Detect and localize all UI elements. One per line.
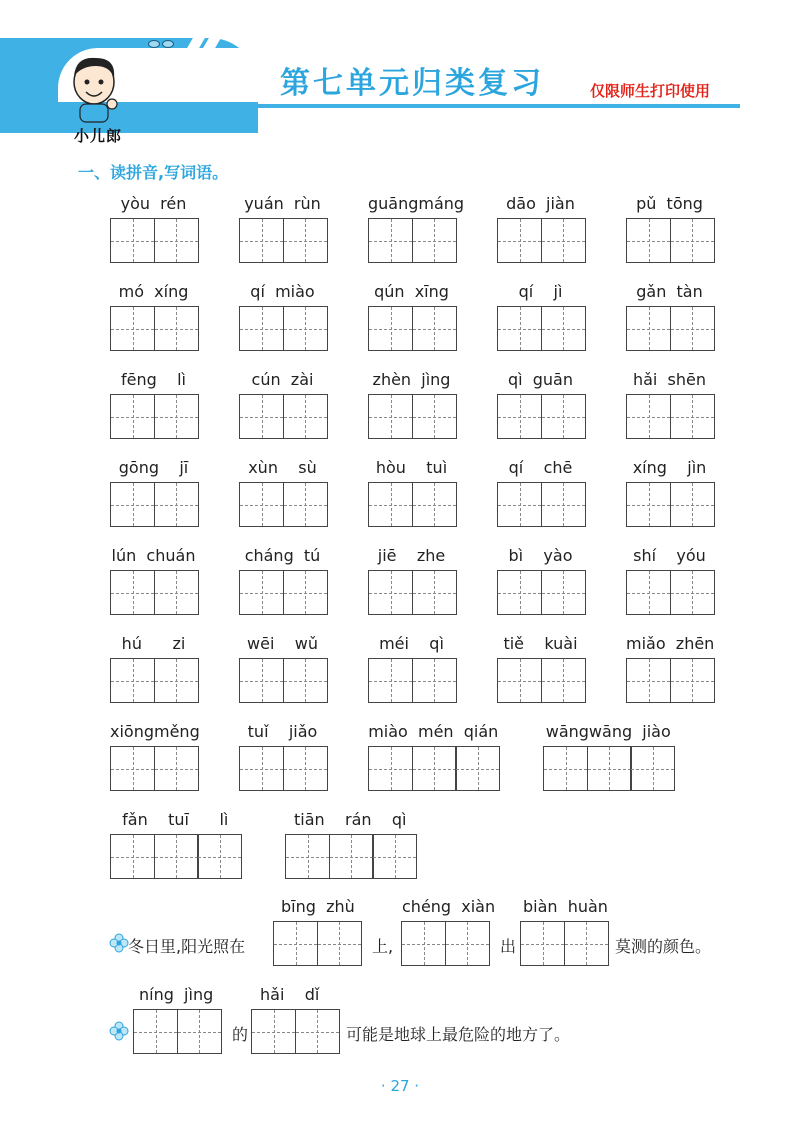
writing-cell[interactable] (283, 306, 328, 351)
pinyin-label: qí chē (508, 458, 573, 477)
word-item (110, 544, 197, 615)
answer-grid[interactable] (543, 746, 674, 791)
writing-cell[interactable] (110, 834, 155, 879)
answer-grid[interactable] (239, 218, 326, 263)
word-item (497, 456, 584, 527)
writing-cell[interactable] (110, 218, 155, 263)
word-item (239, 368, 326, 439)
pinyin-label: miǎo zhēn (626, 634, 715, 653)
writing-cell[interactable] (329, 834, 374, 879)
sentence-2-pinyin-2: hǎi dǐ (260, 985, 320, 1004)
word-item (497, 280, 584, 351)
writing-cell[interactable] (283, 658, 328, 703)
goggle-icon (148, 40, 160, 48)
pinyin-label: guāngmáng (368, 194, 465, 213)
writing-cell[interactable] (295, 1009, 340, 1054)
writing-cell[interactable] (368, 658, 413, 703)
goggle-icon (162, 40, 174, 48)
section-title: 一、读拼音,写词语。 (78, 163, 229, 182)
sentence-1-pinyin-1: bīng zhù (281, 897, 355, 916)
pinyin-label: lún chuán (111, 546, 196, 565)
word-item (368, 544, 455, 615)
writing-cell[interactable] (285, 834, 330, 879)
answer-grid[interactable] (497, 306, 584, 351)
writing-cell[interactable] (368, 394, 413, 439)
answer-grid[interactable] (239, 746, 326, 791)
writing-cell[interactable] (541, 570, 586, 615)
answer-grid[interactable] (368, 746, 499, 791)
writing-cell[interactable] (239, 218, 284, 263)
word-item (110, 280, 197, 351)
mascot-label: 小儿郎 (73, 127, 122, 145)
pinyin-label: gōng jī (118, 458, 189, 477)
word-item (497, 368, 584, 439)
writing-cell[interactable] (154, 394, 199, 439)
word-item (497, 192, 584, 263)
writing-cell[interactable] (154, 482, 199, 527)
answer-grid[interactable] (497, 218, 584, 263)
header-underline (150, 104, 740, 108)
writing-cell[interactable] (626, 218, 671, 263)
writing-cell[interactable] (317, 921, 362, 966)
answer-grid[interactable] (368, 306, 455, 351)
word-item (497, 632, 584, 703)
sentence-2-pinyin-1: níng jìng (139, 985, 214, 1004)
answer-grid[interactable] (239, 482, 326, 527)
answer-grid[interactable] (110, 306, 197, 351)
writing-cell[interactable] (455, 746, 500, 791)
answer-grid[interactable] (110, 834, 241, 879)
writing-cell[interactable] (412, 218, 457, 263)
writing-cell[interactable] (368, 570, 413, 615)
pinyin-label: miào mén qián (368, 722, 499, 741)
writing-cell[interactable] (368, 306, 413, 351)
writing-cell[interactable] (110, 306, 155, 351)
sentence-1-text-2: 上, (372, 937, 394, 956)
pinyin-label: méi qì (379, 634, 444, 653)
writing-cell[interactable] (626, 482, 671, 527)
pinyin-label: wēi wǔ (247, 634, 318, 653)
word-item (239, 720, 326, 791)
answer-grid[interactable] (239, 306, 326, 351)
writing-cell[interactable] (239, 482, 284, 527)
writing-cell[interactable] (670, 306, 715, 351)
word-item (239, 280, 326, 351)
writing-cell[interactable] (670, 218, 715, 263)
writing-cell[interactable] (564, 921, 609, 966)
answer-grid[interactable] (626, 482, 713, 527)
pinyin-label: hǎi shēn (632, 370, 707, 389)
answer-grid[interactable] (401, 921, 488, 966)
answer-grid[interactable] (626, 658, 714, 703)
answer-grid[interactable] (110, 570, 197, 615)
writing-cell[interactable] (497, 658, 542, 703)
word-item (368, 632, 455, 703)
writing-cell[interactable] (283, 570, 328, 615)
writing-cell[interactable] (626, 570, 671, 615)
pinyin-label: shí yóu (633, 546, 706, 565)
writing-cell[interactable] (110, 570, 155, 615)
pinyin-label: xùn sù (248, 458, 317, 477)
answer-grid[interactable] (497, 570, 584, 615)
pinyin-label: dāo jiàn (506, 194, 575, 213)
word-item (626, 368, 713, 439)
word-item (497, 544, 584, 615)
pinyin-label: qún xīng (374, 282, 449, 301)
sentence-1-pinyin-2: chéng xiàn (402, 897, 496, 916)
writing-cell[interactable] (670, 658, 715, 703)
writing-cell[interactable] (670, 570, 715, 615)
writing-cell[interactable] (154, 306, 199, 351)
answer-grid[interactable] (520, 921, 607, 966)
answer-grid[interactable] (368, 570, 455, 615)
word-item (626, 280, 713, 351)
pinyin-label: yòu rén (120, 194, 187, 213)
writing-cell[interactable] (177, 1009, 222, 1054)
writing-cell[interactable] (368, 482, 413, 527)
writing-cell[interactable] (626, 306, 671, 351)
writing-cell[interactable] (541, 658, 586, 703)
pinyin-label: tiān rán qì (294, 810, 407, 829)
pinyin-label: tiě kuài (503, 634, 578, 653)
writing-cell[interactable] (110, 658, 155, 703)
writing-cell[interactable] (587, 746, 632, 791)
answer-grid[interactable] (273, 921, 360, 966)
writing-cell[interactable] (541, 482, 586, 527)
writing-cell[interactable] (283, 394, 328, 439)
writing-cell[interactable] (497, 394, 542, 439)
word-item (368, 720, 499, 791)
writing-cell[interactable] (445, 921, 490, 966)
flower-icon (109, 933, 129, 953)
writing-cell[interactable] (412, 306, 457, 351)
pinyin-label: yuán rùn (244, 194, 321, 213)
word-item (368, 456, 455, 527)
word-item (626, 632, 714, 703)
writing-cell[interactable] (412, 570, 457, 615)
writing-cell[interactable] (372, 834, 417, 879)
writing-cell[interactable] (110, 394, 155, 439)
answer-grid[interactable] (239, 394, 326, 439)
writing-cell[interactable] (273, 921, 318, 966)
writing-cell[interactable] (154, 658, 199, 703)
word-item (239, 192, 326, 263)
writing-cell[interactable] (154, 218, 199, 263)
pinyin-label: qí miào (250, 282, 315, 301)
answer-grid[interactable] (368, 482, 455, 527)
sentence-2-text-1: 的 (232, 1025, 249, 1044)
word-item (110, 456, 197, 527)
writing-cell[interactable] (154, 746, 199, 791)
writing-cell[interactable] (670, 394, 715, 439)
writing-cell[interactable] (412, 658, 457, 703)
word-item (368, 280, 455, 351)
answer-grid[interactable] (368, 394, 455, 439)
answer-grid[interactable] (110, 658, 197, 703)
writing-cell[interactable] (412, 394, 457, 439)
pinyin-label: hòu tuì (375, 458, 448, 477)
word-item (239, 456, 326, 527)
pinyin-label: pǔ tōng (636, 194, 703, 213)
pinyin-label: fǎn tuī lì (122, 810, 229, 829)
answer-grid[interactable] (626, 570, 713, 615)
writing-cell[interactable] (283, 482, 328, 527)
answer-grid[interactable] (368, 658, 455, 703)
pinyin-label: cháng tú (244, 546, 321, 565)
writing-cell[interactable] (497, 218, 542, 263)
writing-cell[interactable] (154, 834, 199, 879)
word-item (239, 632, 326, 703)
writing-cell[interactable] (497, 570, 542, 615)
pinyin-label: xiōngměng (110, 722, 200, 741)
writing-cell[interactable] (541, 218, 586, 263)
word-item (626, 456, 713, 527)
pinyin-label: hú zi (121, 634, 186, 653)
writing-cell[interactable] (110, 482, 155, 527)
answer-grid[interactable] (497, 658, 584, 703)
pinyin-label: fēng lì (120, 370, 186, 389)
writing-cell[interactable] (239, 306, 284, 351)
word-item (368, 368, 455, 439)
writing-cell[interactable] (283, 218, 328, 263)
writing-cell[interactable] (368, 746, 413, 791)
word-item (626, 192, 713, 263)
pinyin-label: bì yào (508, 546, 573, 565)
writing-cell[interactable] (197, 834, 242, 879)
writing-cell[interactable] (520, 921, 565, 966)
writing-cell[interactable] (251, 1009, 296, 1054)
pinyin-label: cún zài (251, 370, 314, 389)
pinyin-label: qí jì (518, 282, 563, 301)
writing-cell[interactable] (154, 570, 199, 615)
sentence-1-text-1: 冬日里,阳光照在 (128, 937, 246, 956)
answer-grid[interactable] (239, 658, 326, 703)
pinyin-label: jiē zhe (377, 546, 446, 565)
writing-cell[interactable] (239, 394, 284, 439)
answer-grid[interactable] (251, 1009, 338, 1054)
writing-cell[interactable] (283, 746, 328, 791)
page-number: · 27 · (380, 1077, 420, 1095)
answer-grid[interactable] (626, 394, 713, 439)
answer-grid[interactable] (110, 482, 197, 527)
word-item (543, 720, 674, 791)
boy-mascot-icon (66, 52, 122, 124)
usage-tagline: 仅限师生打印使用 (590, 82, 711, 100)
pinyin-label: mó xíng (118, 282, 189, 301)
answer-grid[interactable] (110, 394, 197, 439)
page-title: 第七单元归类复习 (280, 66, 544, 101)
writing-cell[interactable] (401, 921, 446, 966)
answer-grid[interactable] (110, 218, 197, 263)
pinyin-label: qì guān (507, 370, 573, 389)
word-item (285, 808, 416, 879)
word-item (110, 720, 200, 791)
pinyin-label: tuǐ jiǎo (247, 722, 318, 741)
word-item (239, 544, 326, 615)
answer-grid[interactable] (285, 834, 416, 879)
sentence-1-text-3: 出 (500, 937, 517, 956)
writing-cell[interactable] (497, 482, 542, 527)
writing-cell[interactable] (541, 306, 586, 351)
word-item (110, 632, 197, 703)
answer-grid[interactable] (497, 394, 584, 439)
writing-cell[interactable] (110, 746, 155, 791)
writing-cell[interactable] (368, 218, 413, 263)
writing-cell[interactable] (239, 658, 284, 703)
writing-cell[interactable] (630, 746, 675, 791)
answer-grid[interactable] (110, 746, 200, 791)
word-item (110, 368, 197, 439)
writing-cell[interactable] (497, 306, 542, 351)
sentence-1-text-4: 莫测的颜色。 (615, 937, 712, 956)
writing-cell[interactable] (412, 746, 457, 791)
writing-cell[interactable] (670, 482, 715, 527)
pinyin-label: wāngwāng jiào (545, 722, 671, 741)
answer-grid[interactable] (133, 1009, 220, 1054)
writing-cell[interactable] (541, 394, 586, 439)
writing-cell[interactable] (133, 1009, 178, 1054)
flower-icon (109, 1021, 129, 1041)
answer-grid[interactable] (239, 570, 326, 615)
writing-cell[interactable] (239, 746, 284, 791)
answer-grid[interactable] (497, 482, 584, 527)
sentence-1-pinyin-3: biàn huàn (523, 897, 608, 916)
word-item (110, 192, 197, 263)
word-item (626, 544, 713, 615)
writing-cell[interactable] (239, 570, 284, 615)
writing-cell[interactable] (626, 658, 671, 703)
writing-cell[interactable] (626, 394, 671, 439)
pinyin-label: gǎn tàn (636, 282, 703, 301)
sentence-2-text-2: 可能是地球上最危险的地方了。 (346, 1025, 571, 1044)
pinyin-label: zhèn jìng (372, 370, 451, 389)
answer-grid[interactable] (626, 306, 713, 351)
word-item (110, 808, 241, 879)
pinyin-label: xíng jìn (632, 458, 707, 477)
writing-cell[interactable] (412, 482, 457, 527)
answer-grid[interactable] (368, 218, 464, 263)
writing-cell[interactable] (543, 746, 588, 791)
answer-grid[interactable] (626, 218, 713, 263)
word-item (368, 192, 464, 263)
